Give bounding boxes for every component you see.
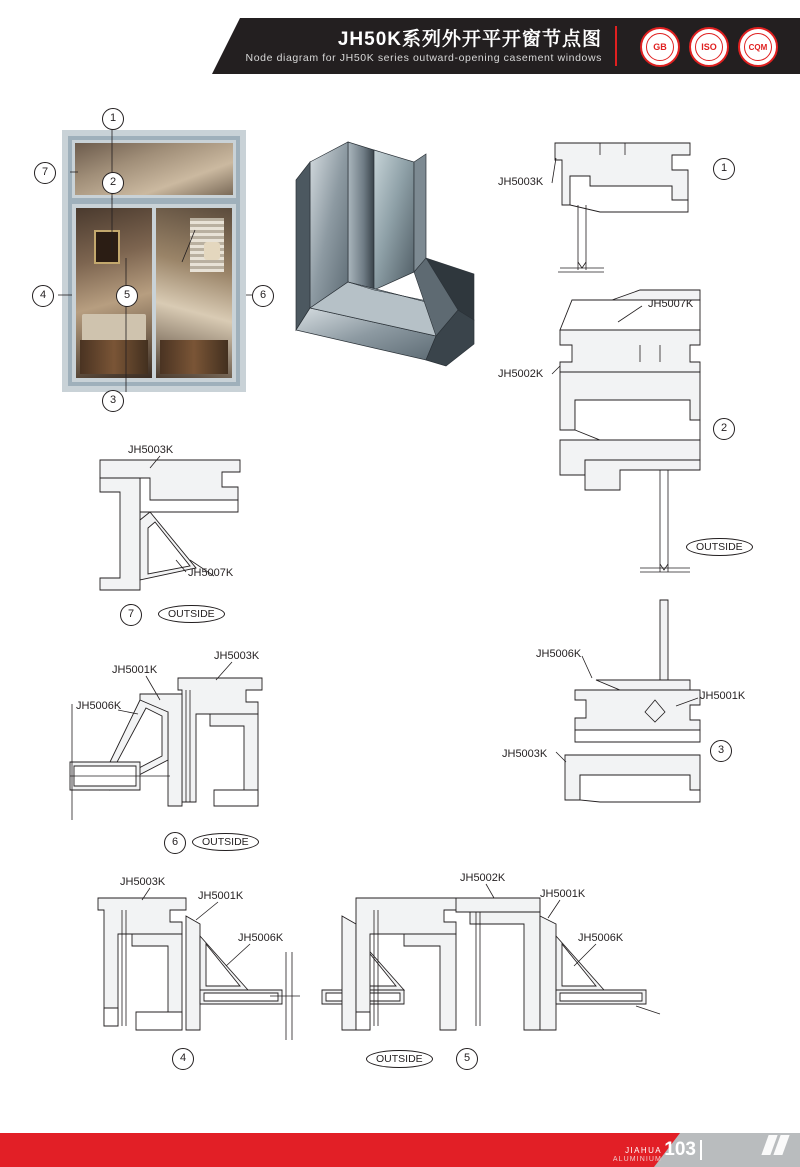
- footer-divider: [700, 1140, 702, 1160]
- footer-logo-mark: [762, 1135, 786, 1160]
- cert-icon-iso-label: ISO: [695, 33, 723, 61]
- callout-3-photo: 3: [102, 390, 124, 412]
- callout-1-detail: 1: [713, 158, 735, 180]
- cert-icon-cqm-label: CQM: [744, 33, 772, 61]
- label-jh5001k-node5: JH5001K: [540, 888, 586, 900]
- callout-7-detail: 7: [120, 604, 142, 626]
- callout-2-detail: 2: [713, 418, 735, 440]
- label-jh5003k-node7: JH5003K: [128, 444, 174, 456]
- label-jh5003k-node3: JH5003K: [502, 748, 548, 760]
- callout-4-detail: 4: [172, 1048, 194, 1070]
- label-jh5003k-node6: JH5003K: [214, 650, 260, 662]
- label-jh5002k-node2: JH5002K: [498, 368, 544, 380]
- callout-7-photo: 7: [34, 162, 56, 184]
- label-jh5001k-node4: JH5001K: [198, 890, 244, 902]
- label-jh5006k-node4: JH5006K: [238, 932, 284, 944]
- footer-brand-line2: ALUMINIUM: [612, 1155, 662, 1163]
- outside-label-node6: OUTSIDE: [192, 833, 259, 851]
- label-jh5003k-node4: JH5003K: [120, 876, 166, 888]
- page-title-cn: JH50K系列外开平开窗节点图: [337, 29, 602, 50]
- outside-label-node7: OUTSIDE: [158, 605, 225, 623]
- outside-label-node2: OUTSIDE: [686, 538, 753, 556]
- label-jh5002k-node5: JH5002K: [460, 872, 506, 884]
- page-number: 103: [664, 1139, 696, 1160]
- callout-2-photo: 2: [102, 172, 124, 194]
- callout-1-photo: 1: [102, 108, 124, 130]
- callout-5-photo: 5: [116, 285, 138, 307]
- label-jh5001k-node6: JH5001K: [112, 664, 158, 676]
- label-jh5006k-node3: JH5006K: [536, 648, 582, 660]
- footer-brand-line1: JIAHUA: [625, 1146, 662, 1156]
- callout-5-detail: 5: [456, 1048, 478, 1070]
- label-jh5006k-node5: JH5006K: [578, 932, 624, 944]
- label-jh5003k-node1: JH5003K: [498, 176, 544, 188]
- outside-label-node5: OUTSIDE: [366, 1050, 433, 1068]
- callout-6-photo: 6: [252, 285, 274, 307]
- callout-4-photo: 4: [32, 285, 54, 307]
- label-jh5001k-node3: JH5001K: [700, 690, 746, 702]
- label-jh5007k-node2: JH5007K: [648, 298, 694, 310]
- cert-icon-gb-label: GB: [646, 33, 674, 61]
- page-title-en: Node diagram for JH50K series outward-opening casement windows: [245, 52, 602, 64]
- label-jh5006k-node6: JH5006K: [76, 700, 122, 712]
- callout-6-detail: 6: [164, 832, 186, 854]
- label-jh5007k-node7: JH5007K: [188, 567, 234, 579]
- footer-brand: [613, 1147, 662, 1163]
- page-footer: [0, 1115, 800, 1167]
- callout-3-detail: 3: [710, 740, 732, 762]
